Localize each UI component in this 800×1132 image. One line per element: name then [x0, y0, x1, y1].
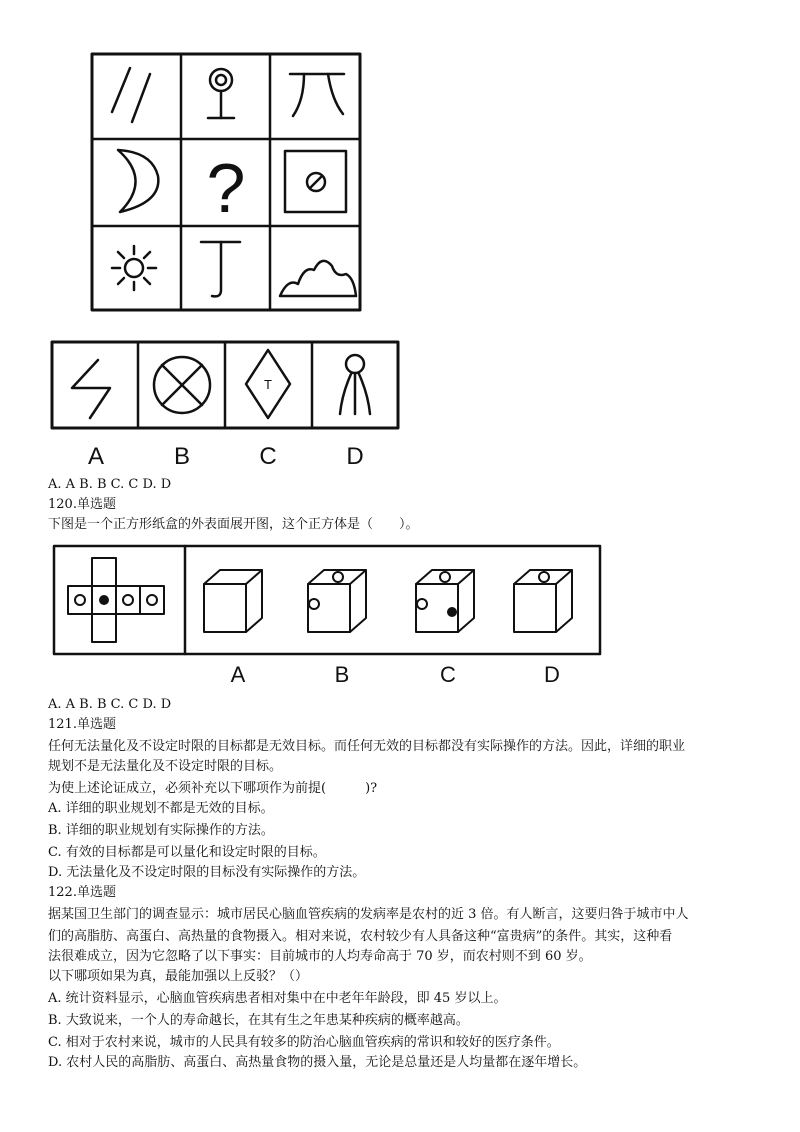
option-label-c: C [259, 443, 277, 470]
q121-option-a: A. 详细的职业规划不都是无效的目标。 [48, 801, 274, 816]
cube-label-a: A [230, 662, 246, 687]
jellyfish-shape [340, 355, 370, 414]
grid-question-mark: ? [206, 149, 246, 227]
wave-shape [280, 261, 356, 296]
question-type: 单选题 [76, 497, 116, 512]
cube-label-c: C [440, 662, 456, 687]
cube-label-b: B [334, 662, 350, 687]
q119-options-figure [50, 338, 402, 474]
cube-label-d: D [544, 662, 560, 687]
net-filled-dot [99, 595, 109, 605]
q122-option-b: B. 大致说来，一个人的寿命越长，在其有生之年患某种疾病的概率越高。 [48, 1013, 469, 1028]
q121-question: 为使上述论证成立，必须补充以下哪项作为前提( )? [48, 781, 378, 796]
hook-shape [201, 242, 240, 296]
q122-stem-line-1: 据某国卫生部门的调查显示：城市居民心脑血管疾病的发病率是农村的近 3 倍。有人断言，这要归咎于城市中人 [48, 907, 689, 922]
q122-heading [48, 884, 116, 902]
cube-net [68, 558, 164, 642]
cube-c-filled-dot [447, 607, 457, 617]
q121-option-d: D. 无法量化及不设定时限的目标没有实际操作的方法。 [48, 865, 366, 880]
q122-stem-line-3: 法很难成立，因为它忽略了以下事实：目前城市的人均寿命高于 70 岁，而农村则不到 60 岁。 [48, 949, 592, 964]
q120-cube-figure [52, 544, 604, 690]
slashed-circle-shape [307, 173, 325, 191]
circle-on-stand-shape [208, 69, 234, 118]
q119-options-text: A. A B. B C. C D. D [48, 477, 172, 492]
question-type: 单选题 [76, 885, 116, 900]
double-slash-shape [112, 68, 150, 122]
q122-option-a: A. 统计资料显示，心脑血管疾病患者相对集中在中老年年龄段，即 45 岁以上。 [48, 991, 507, 1006]
cube-b [308, 570, 366, 632]
crescent-shape [118, 150, 158, 212]
q120-options-text: A. A B. B C. C D. D [48, 697, 172, 712]
q120-heading [48, 496, 116, 514]
q121-stem-line-2: 规划不是无法量化及不设定时限的目标。 [48, 759, 283, 774]
cube-a [204, 570, 262, 632]
q122-stem-line-2: 们的高脂肪、高蛋白、高热量的食物摄入。相对来说，农村较少有人具备这种“富贵病”的条件。其实，这种看 [48, 929, 673, 944]
option-label-d: D [346, 443, 364, 470]
option-label-b: B [173, 443, 191, 470]
cube-d [514, 570, 572, 632]
q122-option-d: D. 农村人民的高脂肪、高蛋白、高热量食物的摄入量，无论是总量还是人均量都在逐年增长。 [48, 1055, 587, 1070]
q121-option-b: B. 详细的职业规划有实际操作的方法。 [48, 823, 274, 838]
lightning-shape [72, 360, 110, 418]
q120-stem: 下图是一个正方形纸盒的外表面展开图，这个正方体是（ ）。 [48, 517, 419, 532]
option-label-a: A [87, 443, 105, 470]
question-number: 120. [48, 497, 77, 512]
q122-question: 以下哪项如果为真，最能加强以上反驳？（） [48, 969, 309, 984]
pi-shape [290, 74, 344, 116]
q121-stem-line-1: 任何无法量化及不设定时限的目标都是无效目标。而任何无效的目标都没有实际操作的方法。因此，详细的职业 [48, 739, 686, 754]
diamond-letter: T [264, 377, 272, 392]
q121-heading [48, 716, 116, 734]
q122-option-c: C. 相对于农村来说，城市的人民具有较多的防治心脑血管疾病的常识和较好的医疗条件。 [48, 1035, 560, 1050]
cube-figure-frame [54, 546, 600, 654]
question-type: 单选题 [76, 717, 116, 732]
question-number: 121. [48, 717, 77, 732]
q119-grid-figure [90, 52, 364, 314]
sun-shape [112, 246, 156, 290]
crossed-circle-shape [154, 357, 210, 413]
question-number: 122. [48, 885, 77, 900]
cube-c [416, 570, 474, 632]
q121-option-c: C. 有效的目标都是可以量化和设定时限的目标。 [48, 845, 326, 860]
